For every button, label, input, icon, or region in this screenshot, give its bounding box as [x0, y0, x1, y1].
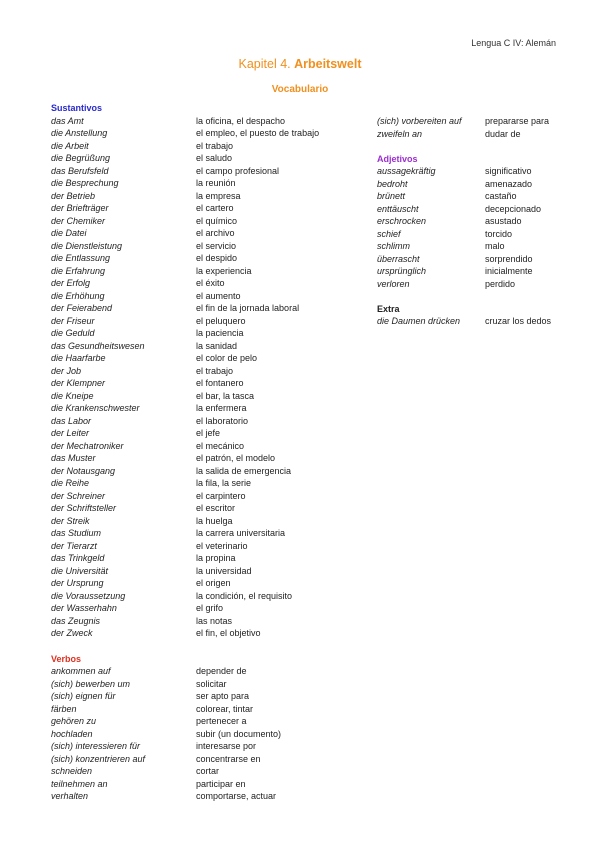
vocab-entry — [51, 190, 351, 203]
german-term: das Muster — [51, 453, 96, 463]
course-title: Lengua C IV: Alemán — [471, 38, 556, 48]
german-term: der Chemiker — [51, 215, 106, 226]
german-term: die Dienstleistung — [51, 240, 123, 251]
german-term: der Tierarzt — [51, 540, 97, 551]
vocab-entry — [51, 602, 351, 615]
vocab-entry — [51, 465, 351, 478]
spanish-translation: la paciencia — [196, 328, 244, 338]
german-term: überrascht — [377, 253, 420, 264]
german-term: die Daumen drücken — [377, 316, 461, 326]
german-term: ankommen auf — [51, 666, 111, 676]
spanish-translation: dudar de — [485, 128, 521, 139]
spanish-translation: el trabajo — [196, 365, 234, 376]
vocab-entry — [377, 128, 577, 141]
vocab-entry — [51, 340, 351, 353]
vocab-entry — [51, 240, 351, 253]
german-term: das Gesundheitswesen — [51, 340, 145, 351]
spanish-translation: concentrarse en — [196, 753, 261, 764]
vocab-entry — [51, 790, 351, 803]
german-term: der Zweck — [51, 628, 93, 638]
spanish-translation: el trabajo — [196, 140, 234, 151]
spanish-translation: colorear, tintar — [196, 703, 254, 714]
vocab-entry — [51, 452, 351, 465]
vocab-entry — [377, 240, 577, 253]
spanish-translation: torcido — [485, 228, 513, 239]
german-term: der Notausgang — [51, 465, 116, 476]
german-term: der Briefträger — [51, 203, 109, 213]
german-term: die Erhöhung — [51, 290, 105, 301]
spanish-translation: el peluquero — [196, 315, 246, 326]
german-term: der Feierabend — [51, 303, 113, 313]
spanish-translation: solicitar — [196, 678, 227, 689]
vocab-entry — [377, 265, 577, 278]
spanish-translation: asustado — [485, 216, 522, 226]
german-term: die Datei — [51, 228, 87, 238]
vocab-entry — [51, 703, 351, 716]
spanish-translation: sorprendido — [485, 253, 533, 264]
sustantivos-list — [51, 115, 351, 640]
vocab-entry — [51, 315, 351, 328]
vocab-entry — [51, 477, 351, 490]
vocab-entry — [51, 715, 351, 728]
vocab-entry — [51, 527, 351, 540]
german-term: der Leiter — [51, 428, 90, 438]
vocab-entry — [51, 127, 351, 140]
spanish-translation: el veterinario — [196, 540, 248, 551]
vocab-entry — [51, 352, 351, 365]
chapter-name: Arbeitswelt — [294, 57, 362, 71]
vocab-entry — [51, 690, 351, 703]
german-term: verloren — [377, 278, 410, 289]
vocab-entry — [51, 678, 351, 691]
spanish-translation: participar en — [196, 778, 246, 789]
vocab-entry — [51, 577, 351, 590]
spanish-translation: el empleo, el puesto de trabajo — [196, 128, 320, 138]
vocab-entry — [51, 215, 351, 228]
vocab-entry — [51, 390, 351, 403]
spanish-translation: el escritor — [196, 503, 236, 513]
spacer — [377, 140, 577, 153]
spanish-translation: el jefe — [196, 428, 221, 438]
vocab-entry — [377, 115, 577, 128]
chapter-title — [0, 57, 600, 71]
vocab-entry — [51, 165, 351, 178]
german-term: gehören zu — [51, 716, 97, 726]
vocab-entry — [51, 552, 351, 565]
vocab-entry — [377, 178, 577, 191]
vocab-entry — [51, 177, 351, 190]
spanish-translation: el archivo — [196, 228, 235, 238]
left-column — [51, 102, 351, 803]
vocab-entry — [377, 228, 577, 241]
spanish-translation: la reunión — [196, 178, 236, 188]
german-term: das Studium — [51, 528, 102, 538]
spanish-translation: el saludo — [196, 153, 233, 163]
german-term: die Krankenschwester — [51, 403, 140, 413]
verbos-heading: Verbos — [51, 653, 82, 664]
german-term: der Wasserhahn — [51, 603, 117, 613]
spanish-translation: el químico — [196, 215, 238, 226]
german-term: das Zeugnis — [51, 615, 101, 626]
spanish-translation: el bar, la tasca — [196, 390, 255, 401]
extra-heading: Extra — [377, 303, 400, 314]
german-term: brünett — [377, 191, 406, 201]
spanish-translation: inicialmente — [485, 266, 533, 276]
spanish-translation: la fila, la serie — [196, 478, 252, 488]
vocab-entry — [51, 440, 351, 453]
german-term: der Schriftsteller — [51, 503, 117, 513]
vocab-entry — [51, 490, 351, 503]
german-term: schlimm — [377, 241, 410, 251]
german-term: ursprünglich — [377, 266, 427, 276]
german-term: die Kneipe — [51, 390, 94, 401]
vocab-entry — [51, 540, 351, 553]
vocab-entry — [51, 665, 351, 678]
spanish-translation: el laboratorio — [196, 415, 249, 426]
right-column — [377, 115, 577, 328]
vocab-entry — [51, 252, 351, 265]
spanish-translation: el aumento — [196, 290, 241, 301]
spanish-translation: la propina — [196, 553, 236, 563]
spanish-translation: la enfermera — [196, 403, 247, 413]
spanish-translation: el despido — [196, 253, 238, 263]
vocab-entry — [377, 165, 577, 178]
german-term: (sich) eignen für — [51, 691, 116, 701]
vocab-entry — [377, 315, 577, 328]
sustantivos-heading: Sustantivos — [51, 103, 103, 113]
spanish-translation: ser apto para — [196, 691, 250, 701]
spanish-translation: el servicio — [196, 240, 237, 251]
spanish-translation: comportarse, actuar — [196, 791, 277, 801]
spanish-translation: castaño — [485, 191, 517, 201]
vocab-entry — [377, 190, 577, 203]
german-term: (sich) bewerben um — [51, 678, 131, 689]
spanish-translation: la carrera universitaria — [196, 528, 286, 538]
spanish-translation: la universidad — [196, 565, 252, 576]
spanish-translation: el color de pelo — [196, 353, 258, 363]
spanish-translation: la sanidad — [196, 340, 238, 351]
spanish-translation: el fontanero — [196, 378, 244, 388]
german-term: die Voraussetzung — [51, 590, 126, 601]
spanish-translation: la oficina, el despacho — [196, 115, 286, 126]
vocab-entry — [51, 753, 351, 766]
vocab-entry — [51, 740, 351, 753]
german-term: die Erfahrung — [51, 265, 106, 276]
adjetivos-list — [377, 165, 577, 290]
spanish-translation: la salida de emergencia — [196, 465, 292, 476]
german-term: (sich) interessieren für — [51, 741, 141, 751]
vocab-entry — [51, 140, 351, 153]
german-term: die Begrüßung — [51, 153, 111, 163]
spanish-translation: el cartero — [196, 203, 234, 213]
spanish-translation: perdido — [485, 278, 516, 289]
german-term: der Streik — [51, 515, 90, 526]
vocab-entry — [377, 278, 577, 291]
vocab-entry — [51, 277, 351, 290]
adjetivos-heading: Adjetivos — [377, 153, 418, 164]
german-term: der Job — [51, 365, 82, 376]
german-term: die Entlassung — [51, 253, 111, 263]
vocab-entry — [51, 115, 351, 128]
german-term: der Mechatroniker — [51, 440, 124, 451]
spacer — [377, 290, 577, 303]
spanish-translation: el carpintero — [196, 490, 246, 501]
spanish-translation: malo — [485, 241, 505, 251]
vocab-entry — [51, 290, 351, 303]
german-term: erschrocken — [377, 216, 427, 226]
spanish-translation: pertenecer a — [196, 716, 247, 726]
spanish-translation: amenazado — [485, 178, 533, 189]
chapter-prefix: Kapitel 4. — [238, 57, 291, 71]
spanish-translation: la experiencia — [196, 265, 252, 276]
german-term: die Haarfarbe — [51, 353, 106, 363]
german-term: hochladen — [51, 728, 93, 739]
vocab-entry — [51, 227, 351, 240]
verbos-continued-list — [377, 115, 577, 140]
spanish-translation: el origen — [196, 578, 231, 588]
vocab-entry — [51, 302, 351, 315]
vocab-entry — [51, 377, 351, 390]
spanish-translation: cortar — [196, 766, 220, 776]
german-term: das Amt — [51, 115, 84, 126]
german-term: (sich) konzentrieren auf — [51, 753, 146, 764]
spanish-translation: la condición, el requisito — [196, 590, 293, 601]
vocab-entry — [51, 265, 351, 278]
german-term: verhalten — [51, 791, 89, 801]
spanish-translation: prepararse para — [485, 116, 550, 126]
spanish-translation: subir (un documento) — [196, 728, 282, 739]
german-term: der Erfolg — [51, 278, 91, 288]
spanish-translation: la huelga — [196, 515, 233, 526]
german-term: die Besprechung — [51, 178, 119, 188]
spanish-translation: el éxito — [196, 278, 225, 288]
spanish-translation: interesarse por — [196, 741, 257, 751]
vocab-entry — [51, 615, 351, 628]
vocab-entry — [377, 253, 577, 266]
spanish-translation: el campo profesional — [196, 165, 280, 176]
spanish-translation: significativo — [485, 166, 532, 176]
spanish-translation: el mecánico — [196, 440, 245, 451]
vocab-entry — [377, 203, 577, 216]
spanish-translation: depender de — [196, 666, 247, 676]
german-term: aussagekräftig — [377, 166, 436, 176]
vocab-entry — [51, 415, 351, 428]
vocab-entry — [51, 778, 351, 791]
spanish-translation: cruzar los dedos — [485, 316, 552, 326]
german-term: (sich) vorbereiten auf — [377, 116, 462, 126]
german-term: der Klempner — [51, 378, 106, 388]
german-term: die Reihe — [51, 478, 90, 488]
german-term: bedroht — [377, 178, 408, 189]
spanish-translation: la empresa — [196, 190, 241, 201]
german-term: zweifeln an — [377, 128, 423, 139]
vocab-entry — [377, 215, 577, 228]
spanish-translation: el grifo — [196, 603, 224, 613]
vocab-entry — [51, 402, 351, 415]
spanish-translation: decepcionado — [485, 203, 542, 214]
german-term: der Friseur — [51, 315, 95, 326]
german-term: die Geduld — [51, 328, 95, 338]
german-term: der Schreiner — [51, 490, 106, 501]
german-term: teilnehmen an — [51, 778, 108, 789]
vocab-entry — [51, 515, 351, 528]
vocab-entry — [51, 152, 351, 165]
spacer — [51, 640, 351, 653]
spanish-translation: el patrón, el modelo — [196, 453, 276, 463]
german-term: die Anstellung — [51, 128, 108, 138]
vocab-entry — [51, 427, 351, 440]
german-term: die Arbeit — [51, 140, 89, 151]
german-term: schneiden — [51, 766, 93, 776]
vocab-entry — [51, 365, 351, 378]
german-term: der Ursprung — [51, 578, 104, 588]
vocabulary-title: Vocabulario — [271, 84, 329, 95]
vocab-entry — [51, 502, 351, 515]
german-term: das Labor — [51, 415, 92, 426]
spanish-translation: el fin de la jornada laboral — [196, 303, 300, 313]
german-term: die Universität — [51, 565, 109, 576]
vocab-entry — [51, 765, 351, 778]
vocab-entry — [51, 565, 351, 578]
german-term: das Trinkgeld — [51, 553, 105, 563]
german-term: das Berufsfeld — [51, 165, 109, 176]
german-term: enttäuscht — [377, 203, 419, 214]
german-term: färben — [51, 703, 77, 714]
spanish-translation: el fin, el objetivo — [196, 628, 261, 638]
german-term: der Betrieb — [51, 190, 96, 201]
vocab-entry — [51, 627, 351, 640]
verbos-list — [51, 665, 351, 803]
extra-list — [377, 315, 577, 328]
vocab-entry — [51, 327, 351, 340]
german-term: schief — [377, 228, 401, 239]
vocab-entry — [51, 590, 351, 603]
spanish-translation: las notas — [196, 615, 233, 626]
vocab-entry — [51, 202, 351, 215]
vocab-entry — [51, 728, 351, 741]
